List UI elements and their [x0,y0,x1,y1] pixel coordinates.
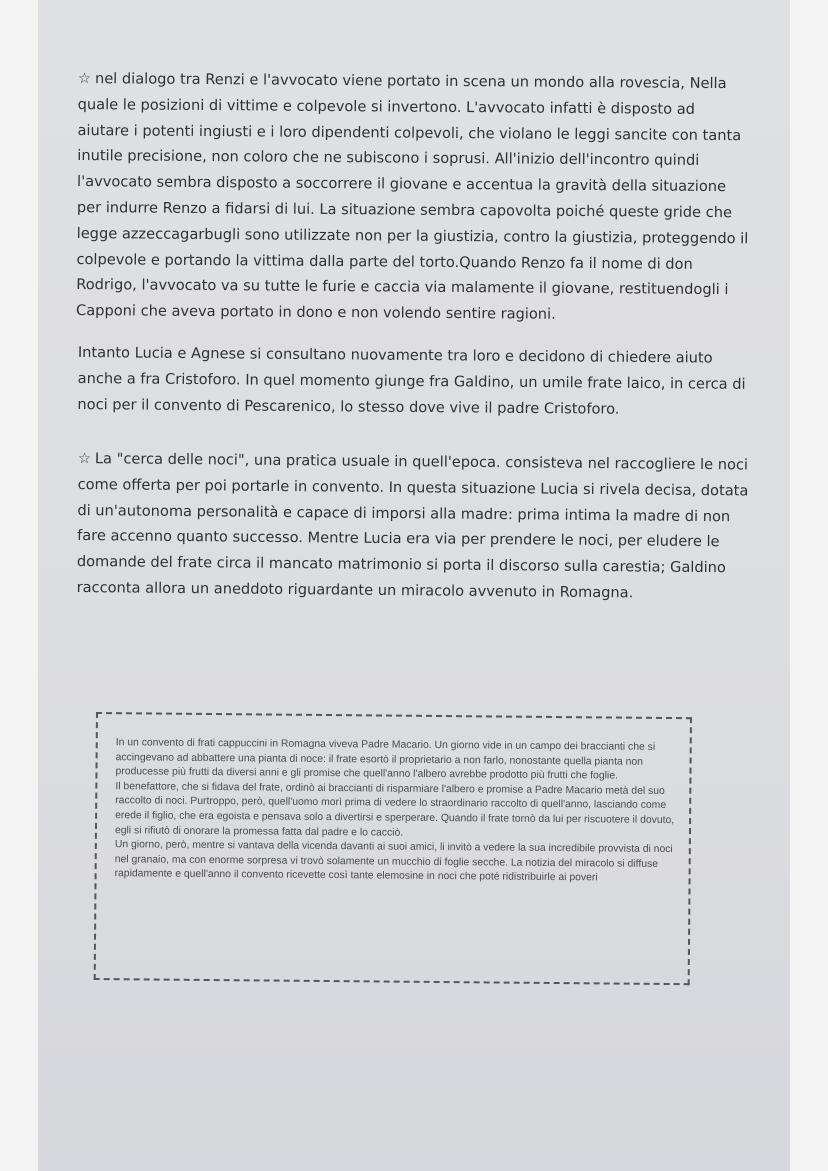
star-icon: ☆ [77,449,92,468]
paragraph-lucia-agnese [77,340,750,423]
paragraph-cerca-noci [77,446,750,607]
paragraph-text: La "cerca delle noci", una pratica usuale in quell'epoca. consisteva nel raccogliere le noci come offerta per poi portarle in convento. In questa situazione Lucia si rivela decisa, dotata di un'autonoma personalità e capace di imporsi alla madre: prima intima la madre di non fare accenno quanto successo. Mentre Lucia era via per prendere le noci, per eludere le domande del frate circa il mancato matrimonio si porta il discorso sulla carestia; Galdino racconta allora un aneddoto riguardante un miracolo avvenuto in Romagna. [76,450,749,602]
anecdote-paragraph: In un convento di frati cappuccini in Romagna viveva Padre Macario. Un giorno vide in un campo dei braccianti che si accingevano ad abbattere una pianta di noce: il frate esortò il proprietario a non farlo, nonostante quella pianta non producesse più frutti da diversi anni e gli promise che quell'anno l'albero avrebbe prodotto più frutti che foglie. [115,737,656,782]
anecdote-box [94,712,692,985]
star-icon: ☆ [77,69,92,88]
paragraph-dialogue-avvocato [76,66,750,329]
document-page [38,0,790,1171]
anecdote-paragraph: Il benefattore, che si fidava del frate, ordinò ai braccianti di risparmiare l'albero e promise a Padre Macario metà del suo raccolto di noci. Purtroppo, però, quell'uomo morì prima di vedere lo straordinario raccolto di quell'anno, lasciando come erede il figlio, che era egoista e pensava solo a divertirsi e sperperare. Quando il frate tornò da lui per riscuotere il dovuto, egli si rifiutò di onorare la promessa fatta dal padre e lo cacciò. [114,780,675,839]
anecdote-paragraph: Un giorno, però, mentre si vantava della vicenda davanti ai suoi amici, li invitò a vedere la sua incredibile provvista di noci nel granaio, ma con enorme sorpresa vi trovò solamente un mucchio di foglie secche. La notizia del miracolo si diffuse rapidamente e quell'anno il convento ricevette così tante elemosine in noci che poté ridistribuirle ai poveri [114,839,673,884]
paragraph-text: Intanto Lucia e Agnese si consultano nuovamente tra loro e decidono di chiedere aiuto anche a fra Cristoforo. In quel momento giunge fra Galdino, un umile frate laico, in cerca di noci per il convento di Pescarenico, lo stesso dove vive il padre Cristoforo. [77,343,746,418]
anecdote-text [115,736,676,887]
paragraph-text: nel dialogo tra Renzi e l'avvocato viene portato in scena un mondo alla rovescia, Nella quale le posizioni di vittime e colpevole si invertono. L'avvocato infatti è disposto ad aiutare i potenti ingiusti e i loro dipendenti colpevoli, che violano le leggi sancite con tanta inutile precisione, non coloro che ne subiscono i soprusi. All'inizio dell'incontro quindi l'avvocato sembra disposto a soccorrere il giovane e accentua la gravità della situazione per indurre Renzo a fidarsi di lui. La situazione sembra capovolta poiché queste gride che legge azzeccagarbugli sono utilizzate non per la giustizia, contro la giustizia, proteggendo il colpevole e portando la vittima dalla parte del torto.Quando Renzo fa il nome di don Rodrigo, l'avvocato va su tutte le furie e caccia via malamente il giovane, restituendogli i Capponi che aveva portato in dono e non volendo sentire ragioni. [76,70,749,323]
